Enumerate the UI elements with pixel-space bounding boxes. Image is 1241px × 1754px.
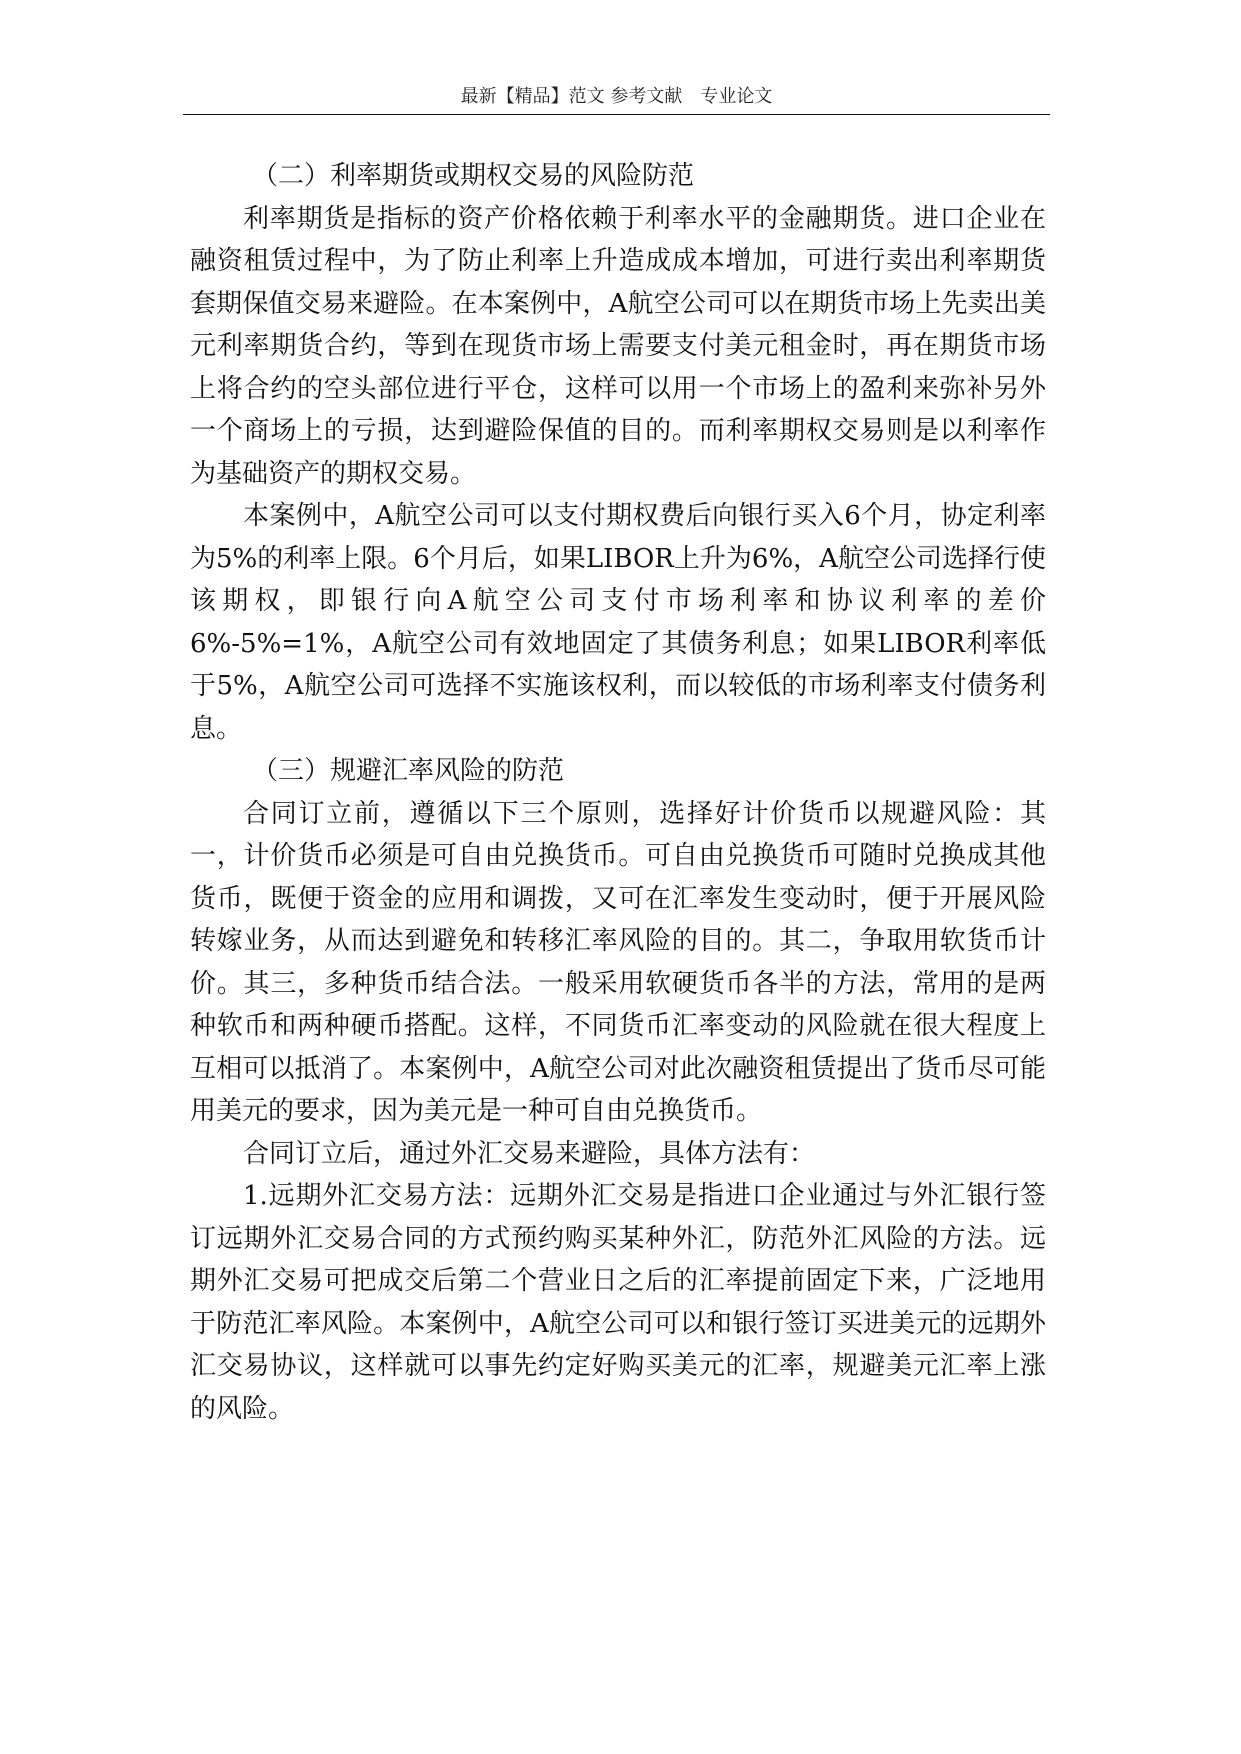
body-paragraph: 合同订立后，通过外汇交易来避险，具体方法有： [243,1138,816,1169]
body-paragraph: 1.远期外汇交易方法：远期外汇交易是指进口企业通过与外汇银行签订远期外汇交易合同的方式预约购买某种外汇，防范外汇风险的方法。远期外汇交易可把成交后第二个营业日之后的汇率提前固定下来，广泛地用于防范汇率风险。本案例中，A航空公司可以和银行签订买进美元的远期外汇交易协议，这样就可以事先约定好购买美元的汇率，规避美元汇率上涨的风险。 [190,1181,1046,1424]
body-paragraph: 合同订立前，遵循以下三个原则，选择好计价货币以规避风险：其一，计价货币必须是可自由兑换货币。可自由兑换货币可随时兑换成其他货币，既便于资金的应用和调拨，又可在汇率发生变动时，便于开展风险转嫁业务，从而达到避免和转移汇率风险的目的。其二，争取用软货币计价。其三，多种货币结合法。一般采用软硬货币各半的方法，常用的是两种软币和两种硬币搭配。这样，不同货币汇率变动的风险就在很大程度上互相可以抵消了。本案例中，A航空公司对此次融资租赁提出了货币尽可能用美元的要求，因为美元是一种可自由兑换货币。 [190,798,1046,1126]
body-paragraph: 利率期货是指标的资产价格依赖于利率水平的金融期货。进口企业在融资租赁过程中，为了防止利率上升造成成本增加，可进行卖出利率期货套期保值交易来避险。在本案例中，A航空公司可以在期货市场上先卖出美元利率期货合约，等到在现货市场上需要支付美元租金时，再在期货市场上将合约的空头部位进行平仓，这样可以用一个市场上的盈利来弥补另外一个商场上的亏损，达到避险保值的目的。而利率期权交易则是以利率作为基础资产的期权交易。 [190,203,1046,489]
page-header: 最新【精品】范文 参考文献 专业论文 [460,86,773,107]
header-divider [183,114,1050,115]
body-paragraph: 本案例中，A航空公司可以支付期权费后向银行买入6个月，协定利率为5%的利率上限。6个月后，如果LIBOR上升为6%，A航空公司选择行使该期权，即银行向A航空公司支付市场利率和协议利率的差价6%-5%=1%，A航空公司有效地固定了其债务利息；如果LIBOR利率低于5%，A航空公司可选择不实施该权利，而以较低的市场利率支付债务利息。 [190,501,1046,744]
section-heading: （二）利率期货或期权交易的风险防范 [252,161,695,191]
section-heading: （三）规避汇率风险的防范 [252,756,565,786]
document-body [190,155,1046,1430]
